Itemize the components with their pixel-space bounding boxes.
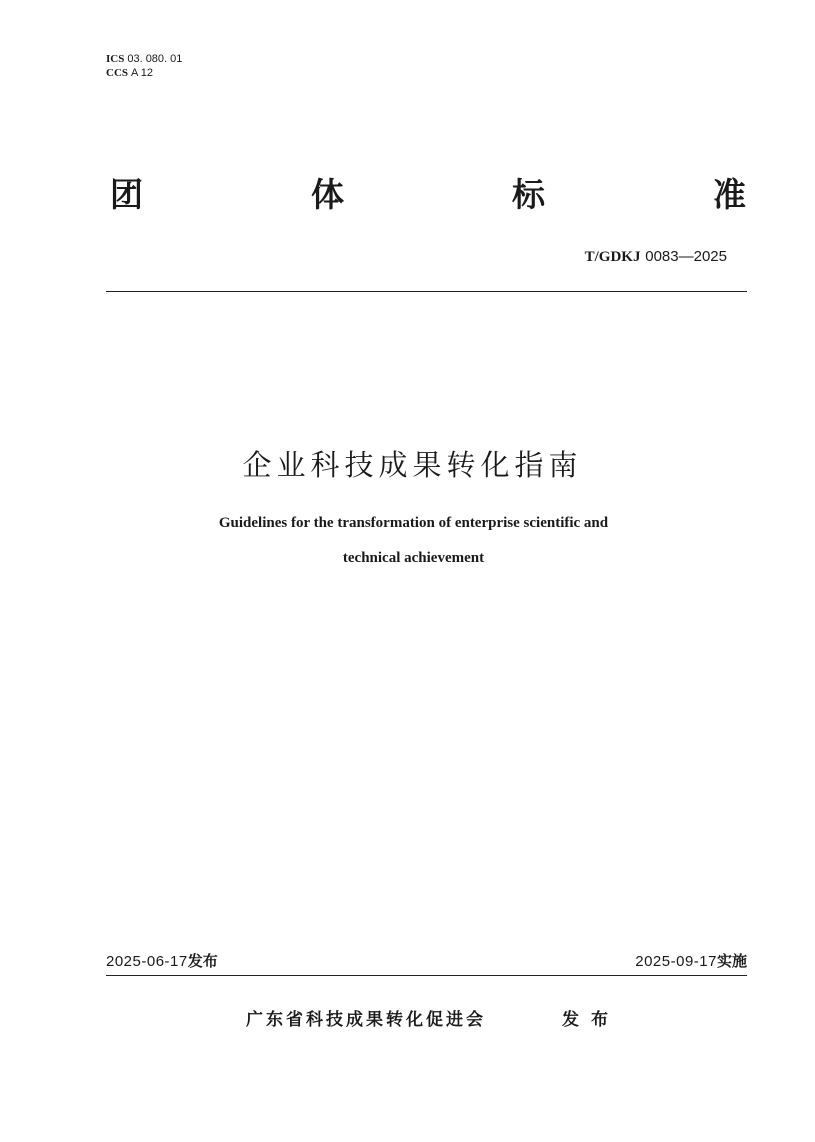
standard-type-char: 标 xyxy=(512,175,545,214)
standard-number-prefix: T/GDKJ xyxy=(584,249,641,265)
publish-date-label: 发布 xyxy=(187,952,218,970)
implement-date: 2025-09-17 xyxy=(635,953,717,970)
bottom-divider xyxy=(106,975,747,976)
standard-type-char: 准 xyxy=(713,175,746,214)
publisher-action: 发布 xyxy=(562,1010,620,1030)
english-title-line-2: technical achievement xyxy=(342,550,485,566)
ics-label: ICS xyxy=(106,53,125,65)
implement-date-label: 实施 xyxy=(716,952,747,970)
publish-date: 2025-06-17 xyxy=(106,953,188,970)
publisher-name: 广东省科技成果转化促进会 xyxy=(246,1010,486,1030)
ics-code xyxy=(106,52,182,66)
ccs-code xyxy=(106,66,182,80)
standard-number-value: 0083—2025 xyxy=(645,248,727,265)
standard-type-heading xyxy=(110,175,746,215)
implement-date-block xyxy=(635,951,747,972)
chinese-title: 企业科技成果转化指南 xyxy=(242,448,583,482)
ccs-value: A 12 xyxy=(131,67,154,79)
standard-type-char: 团 xyxy=(110,175,143,214)
top-divider xyxy=(106,291,747,292)
english-title-line-1: Guidelines for the transformation of enterprise scientific and xyxy=(218,515,609,531)
publish-date-block xyxy=(106,951,218,972)
standard-type-char: 体 xyxy=(311,175,344,214)
ccs-label: CCS xyxy=(106,67,129,79)
ics-value: 03. 080. 01 xyxy=(127,53,183,65)
classification-codes xyxy=(106,52,182,80)
standard-number xyxy=(585,247,727,266)
date-row xyxy=(106,951,747,972)
